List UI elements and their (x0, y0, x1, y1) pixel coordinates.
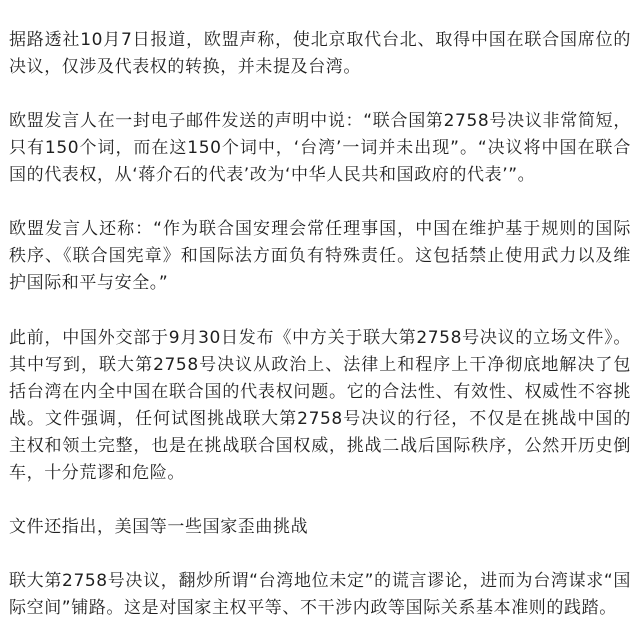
paragraph-3: 欧盟发言人还称：“作为联合国安理会常任理事国，中国在维护基于规则的国际秩序、《联合国宪章》和国际法方面负有特殊责任。这包括禁止使用武力以及维护国际和平与安全。” (9, 219, 631, 293)
paragraph-4: 此前，中国外交部于9月30日发布《中方关于联大第2758号决议的立场文件》。其中写到，联大第2758号决议从政治上、法律上和程序上干净彻底地解决了包括台湾在内全中国在联合国的代表权问题。它的合法性、有效性、权威性不容挑战。文件强调，任何试图挑战联大第2758号决议的行径，不仅是在挑战中国的主权和领土完整，也是在挑战联合国权威，挑战二战后国际秩序，公然开历史倒车，十分荒谬和危险。 (9, 328, 631, 483)
paragraph-2: 欧盟发言人在一封电子邮件发送的声明中说：“联合国第2758号决议非常简短，只有150个词，而在这150个词中，‘台湾’一词并未出现”。“决议将中国在联合国的代表权，从‘蒋介石的代表’改为‘中华人民共和国政府的代表’”。 (9, 111, 631, 185)
article-body (9, 27, 631, 622)
paragraph-5: 文件还指出，美国等一些国家歪曲挑战 (9, 517, 309, 537)
paragraph-1: 据路透社10月7日报道，欧盟声称，使北京取代台北、取得中国在联合国席位的决议，仅涉及代表权的转换，并未提及台湾。 (9, 30, 631, 77)
paragraph-6: 联大第2758号决议，翻炒所谓“台湾地位未定”的谎言谬论，进而为台湾谋求“国际空间”铺路。这是对国家主权平等、不干涉内政等国际关系基本准则的践踏。 (9, 571, 631, 618)
